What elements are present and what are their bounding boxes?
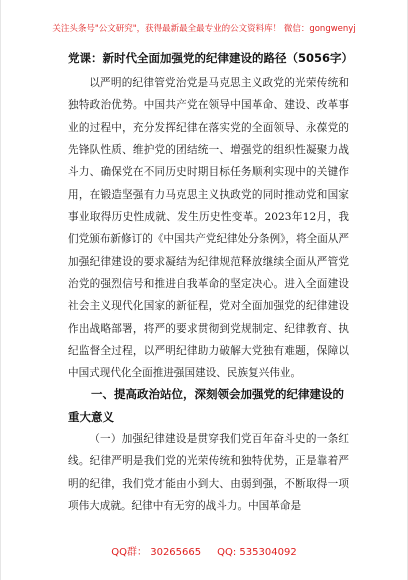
header-banner: 关注头条号"公文研究"，获得最新最全最专业的公文资料库！ 微信：gongwenyj bbox=[52, 24, 356, 34]
intro-body bbox=[68, 72, 349, 385]
section-heading: 一、提高政治站位，深刻领会加强党的纪律建设的重大意义 bbox=[68, 387, 344, 424]
paragraph: 以严明的纪律管党治党是马克思主义政党的光荣传统和独特政治优势。中国共产党在领导中国革命、建设、改革事业的过程中，充分发挥纪律在落实党的全面领导、永葆党的先锋队性质、维护党的团结统一、增强党的组织性凝聚力战斗力、确保党在不同历史时期目标任务顺利实现中的关键作用，在锻造坚强有力马克思主义执政党的同时推动党和国家事业取得历史性成就、发生历史性变革。2023年12月，我们党颁布新修订的《中国共产党纪律处分条例》，将全面从严加强纪律建设的要求凝结为纪律规范释放继续全面从严管党治党的强烈信号和推进自我革命的坚定决心。进入全面建设社会主义现代化国家的新征程，党对全面加强党的纪律建设作出战略部署，将严的要求贯彻到党规制定、纪律教育、执纪监督全过程，以严明纪律助力破解大党独有难题，保障以中国式现代化全面推进强国建设、民族复兴伟业。 bbox=[68, 77, 349, 380]
section-body bbox=[68, 428, 349, 517]
document-title: 党课：新时代全面加强党的纪律建设的路径（5056字） bbox=[68, 51, 354, 65]
footer bbox=[1, 543, 407, 558]
footer-qq: QQ: 535304092 bbox=[217, 547, 297, 558]
footer-qq-group: QQ群： 30265665 bbox=[111, 547, 202, 558]
paragraph: （一）加强纪律建设是贯穿我们党百年奋斗史的一条红线。纪律严明是我们党的光荣传统和独特优势，正是靠着严明的纪律，我们党才能由小到大、由弱到强，不断取得一项项伟大成就。纪律中有无穷的战斗力。中国革命是 bbox=[68, 433, 349, 513]
